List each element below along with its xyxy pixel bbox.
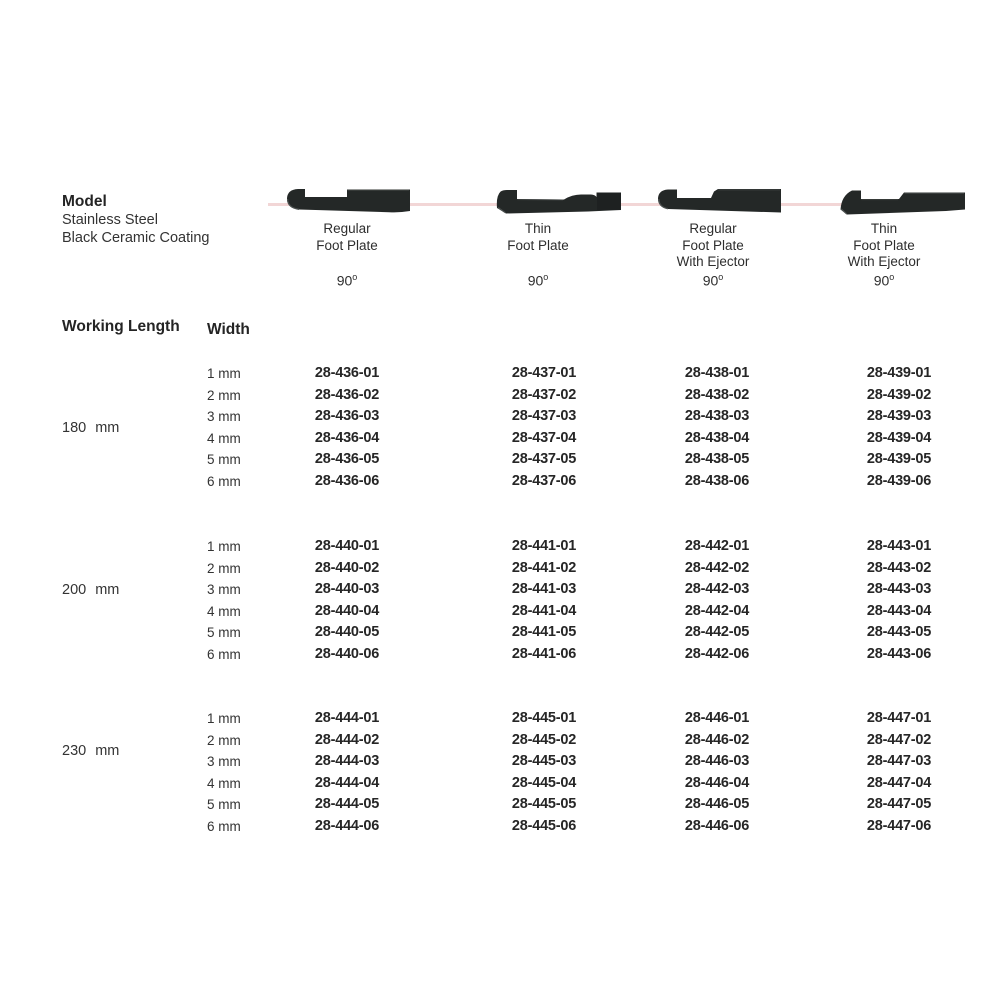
table-row bbox=[62, 536, 962, 558]
width-value: 2 mm bbox=[207, 560, 241, 576]
part-number: 28-444-01 bbox=[314, 710, 380, 726]
width-value: 5 mm bbox=[207, 625, 241, 640]
width-value: 4 mm bbox=[207, 775, 241, 791]
width-value: 1 mm bbox=[207, 366, 241, 381]
part-number: 28-440-04 bbox=[314, 602, 380, 619]
part-number: 28-438-01 bbox=[684, 365, 750, 381]
thin-foot-plate-icon bbox=[494, 187, 624, 217]
width-value: 3 mm bbox=[207, 582, 241, 597]
part-number: 28-444-02 bbox=[314, 731, 380, 748]
part-number: 28-442-04 bbox=[684, 602, 750, 619]
part-number: 28-446-06 bbox=[684, 817, 750, 834]
part-number: 28-442-01 bbox=[684, 538, 750, 554]
regular-foot-plate-ejector-icon bbox=[654, 187, 784, 217]
part-number: 28-439-01 bbox=[866, 365, 932, 381]
width-value: 4 mm bbox=[207, 603, 241, 619]
table-row bbox=[62, 708, 962, 730]
width-value: 1 mm bbox=[207, 539, 241, 554]
table-row bbox=[62, 794, 962, 816]
width-value: 6 mm bbox=[207, 818, 241, 834]
table-row bbox=[62, 622, 962, 644]
table-row bbox=[62, 816, 962, 838]
part-number: 28-440-06 bbox=[314, 645, 380, 662]
part-number: 28-440-01 bbox=[314, 538, 380, 554]
table-row bbox=[62, 644, 962, 666]
width-value: 6 mm bbox=[207, 646, 241, 662]
table-row bbox=[62, 579, 962, 601]
part-number: 28-440-05 bbox=[314, 624, 380, 640]
part-number: 28-436-06 bbox=[314, 472, 380, 489]
part-number: 28-436-04 bbox=[314, 429, 380, 446]
part-number: 28-439-06 bbox=[866, 472, 932, 489]
width-value: 5 mm bbox=[207, 797, 241, 812]
part-number: 28-445-04 bbox=[511, 774, 577, 791]
part-number: 28-441-04 bbox=[511, 602, 577, 619]
part-number: 28-442-05 bbox=[684, 624, 750, 640]
model-coating: Black Ceramic Coating bbox=[62, 230, 210, 246]
part-number: 28-437-01 bbox=[511, 365, 577, 381]
part-number: 28-446-05 bbox=[684, 796, 750, 812]
part-number: 28-442-06 bbox=[684, 645, 750, 662]
part-number: 28-436-05 bbox=[314, 451, 380, 467]
width-value: 2 mm bbox=[207, 732, 241, 748]
length-group bbox=[62, 363, 962, 492]
column-name: Regular Foot Plate With Ejector bbox=[676, 221, 750, 269]
part-number: 28-447-02 bbox=[866, 731, 932, 748]
thin-foot-plate-ejector-icon bbox=[838, 187, 968, 217]
part-number: 28-439-04 bbox=[866, 429, 932, 446]
part-number: 28-447-01 bbox=[866, 710, 932, 726]
part-number: 28-437-03 bbox=[511, 408, 577, 424]
part-number: 28-445-02 bbox=[511, 731, 577, 748]
part-number: 28-443-01 bbox=[866, 538, 932, 554]
part-number: 28-446-01 bbox=[684, 710, 750, 726]
regular-foot-plate-icon bbox=[283, 187, 413, 217]
table-row bbox=[62, 773, 962, 795]
width-value: 1 mm bbox=[207, 711, 241, 726]
column-name: Thin Foot Plate bbox=[507, 221, 569, 253]
table-row bbox=[62, 730, 962, 752]
part-number: 28-436-01 bbox=[314, 365, 380, 381]
part-number: 28-446-02 bbox=[684, 731, 750, 748]
part-number: 28-440-02 bbox=[314, 559, 380, 576]
working-length-header: Working Length bbox=[62, 318, 180, 335]
table-row bbox=[62, 406, 962, 428]
part-number: 28-436-03 bbox=[314, 408, 380, 424]
part-number: 28-446-03 bbox=[684, 753, 750, 769]
table-row bbox=[62, 385, 962, 407]
part-number: 28-436-02 bbox=[314, 386, 380, 403]
angle-label: 90$^o$ bbox=[336, 272, 358, 289]
part-number: 28-441-01 bbox=[511, 538, 577, 554]
part-number: 28-441-05 bbox=[511, 624, 577, 640]
width-value: 6 mm bbox=[207, 473, 241, 489]
table-row bbox=[62, 428, 962, 450]
table-row bbox=[62, 363, 962, 385]
part-number: 28-437-02 bbox=[511, 386, 577, 403]
model-title: Model bbox=[62, 193, 107, 210]
column-header-thin-foot-plate-ejector bbox=[799, 183, 969, 295]
column-name: Regular Foot Plate bbox=[316, 221, 378, 253]
part-number: 28-438-02 bbox=[684, 386, 750, 403]
part-number: 28-447-05 bbox=[866, 796, 932, 812]
part-number: 28-443-05 bbox=[866, 624, 932, 640]
part-number: 28-446-04 bbox=[684, 774, 750, 791]
part-number: 28-441-02 bbox=[511, 559, 577, 576]
working-length-value: 200 mm bbox=[62, 582, 120, 598]
model-block bbox=[62, 192, 209, 247]
width-value: 5 mm bbox=[207, 452, 241, 467]
width-value: 2 mm bbox=[207, 387, 241, 403]
part-number: 28-441-03 bbox=[511, 581, 577, 597]
table-row bbox=[62, 601, 962, 623]
part-number: 28-447-04 bbox=[866, 774, 932, 791]
part-number: 28-437-04 bbox=[511, 429, 577, 446]
part-number: 28-444-04 bbox=[314, 774, 380, 791]
table-row bbox=[62, 449, 962, 471]
working-length-value: 180 mm bbox=[62, 420, 120, 436]
part-number: 28-437-05 bbox=[511, 451, 577, 467]
part-number: 28-443-06 bbox=[866, 645, 932, 662]
table-row bbox=[62, 558, 962, 580]
length-group bbox=[62, 536, 962, 665]
part-number: 28-444-05 bbox=[314, 796, 380, 812]
table-row bbox=[62, 471, 962, 493]
part-number: 28-445-05 bbox=[511, 796, 577, 812]
column-header-regular-foot-plate bbox=[262, 183, 432, 295]
part-number: 28-442-02 bbox=[684, 559, 750, 576]
part-number: 28-439-02 bbox=[866, 386, 932, 403]
width-header: Width bbox=[207, 321, 250, 338]
column-header-thin-foot-plate bbox=[453, 183, 623, 295]
part-number: 28-438-06 bbox=[684, 472, 750, 489]
width-value: 3 mm bbox=[207, 754, 241, 769]
part-number: 28-438-04 bbox=[684, 429, 750, 446]
column-name: Thin Foot Plate With Ejector bbox=[847, 221, 921, 269]
part-number: 28-443-03 bbox=[866, 581, 932, 597]
part-number: 28-445-01 bbox=[511, 710, 577, 726]
part-number: 28-444-06 bbox=[314, 817, 380, 834]
column-header-regular-foot-plate-ejector bbox=[628, 183, 798, 295]
part-number: 28-443-04 bbox=[866, 602, 932, 619]
part-number: 28-438-05 bbox=[684, 451, 750, 467]
part-number: 28-442-03 bbox=[684, 581, 750, 597]
table-row bbox=[62, 751, 962, 773]
part-number: 28-444-03 bbox=[314, 753, 380, 769]
angle-label: 90$^o$ bbox=[527, 272, 549, 289]
part-number: 28-438-03 bbox=[684, 408, 750, 424]
working-length-value: 230 mm bbox=[62, 743, 120, 759]
length-group bbox=[62, 708, 962, 837]
part-number: 28-445-06 bbox=[511, 817, 577, 834]
part-number: 28-440-03 bbox=[314, 581, 380, 597]
width-value: 4 mm bbox=[207, 430, 241, 446]
angle-label: 90$^o$ bbox=[702, 272, 724, 289]
part-number: 28-447-06 bbox=[866, 817, 932, 834]
model-material: Stainless Steel bbox=[62, 212, 158, 228]
part-number: 28-443-02 bbox=[866, 559, 932, 576]
part-number: 28-437-06 bbox=[511, 472, 577, 489]
angle-label: 90$^o$ bbox=[873, 272, 895, 289]
part-number: 28-439-03 bbox=[866, 408, 932, 424]
width-value: 3 mm bbox=[207, 409, 241, 424]
part-number: 28-441-06 bbox=[511, 645, 577, 662]
part-number: 28-439-05 bbox=[866, 451, 932, 467]
part-number: 28-445-03 bbox=[511, 753, 577, 769]
part-number: 28-447-03 bbox=[866, 753, 932, 769]
